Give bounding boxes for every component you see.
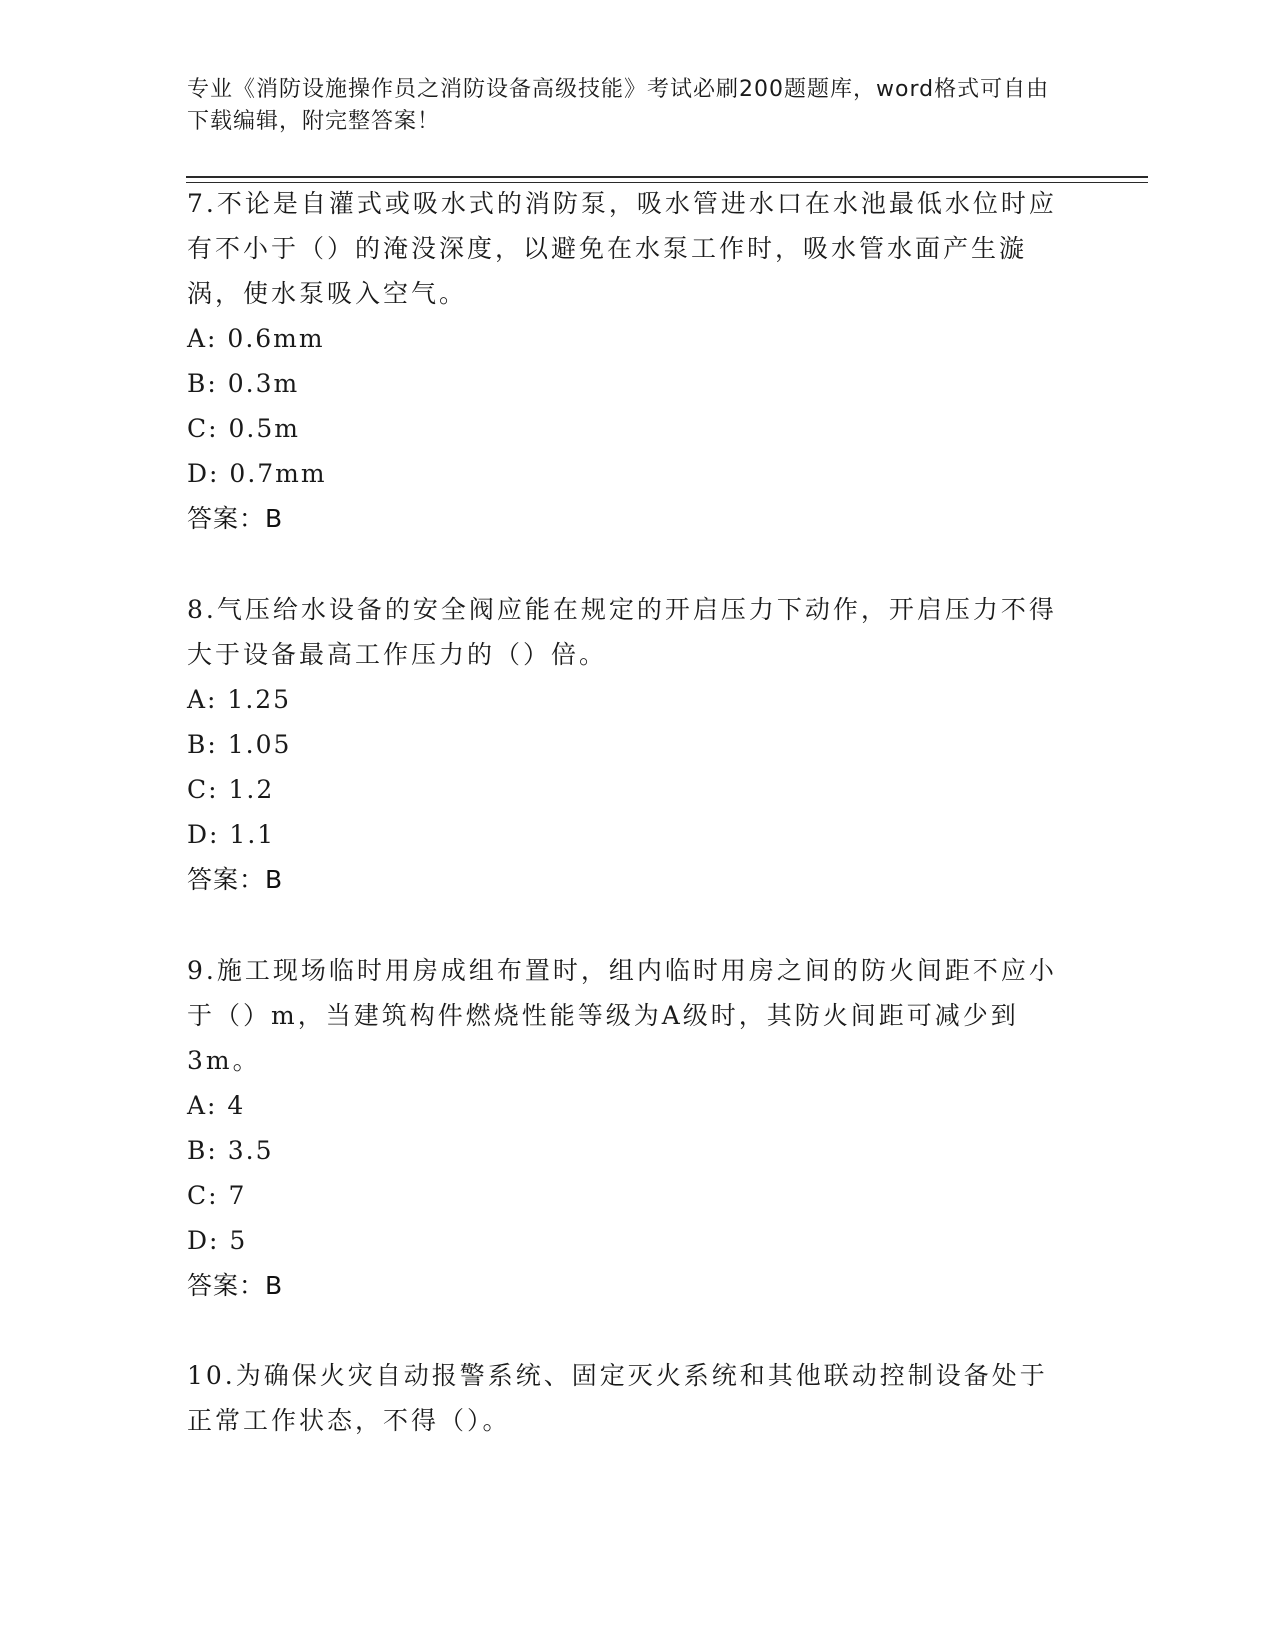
option-b: B: 3.5 xyxy=(187,1136,274,1165)
option-a: A: 4 xyxy=(187,1091,246,1120)
option-d: D: 5 xyxy=(187,1226,248,1255)
header-divider xyxy=(186,176,1148,178)
question-8 xyxy=(187,587,1067,902)
question-10 xyxy=(187,1353,1067,1443)
document-header: 专业《消防设施操作员之消防设备高级技能》考试必刷200题题库，word格式可自由下载编辑，附完整答案！ xyxy=(187,77,1050,134)
option-a: A: 0.6mm xyxy=(187,324,325,353)
question-stem: 7.不论是自灌式或吸水式的消防泵，吸水管进水口在水池最低水位时应有不小于（）的淹没深度，以避免在水泵工作时，吸水管水面产生漩涡，使水泵吸入空气。 xyxy=(187,189,1057,308)
option-d: D: 1.1 xyxy=(187,820,276,849)
answer: 答案：B xyxy=(187,1271,284,1300)
answer: 答案：B xyxy=(187,865,284,894)
option-b: B: 1.05 xyxy=(187,730,292,759)
answer: 答案：B xyxy=(187,504,284,533)
question-7 xyxy=(187,181,1067,541)
option-d: D: 0.7mm xyxy=(187,459,327,488)
question-stem: 10.为确保火灾自动报警系统、固定灭火系统和其他联动控制设备处于正常工作状态，不得（）。 xyxy=(187,1361,1048,1435)
question-stem: 9.施工现场临时用房成组布置时，组内临时用房之间的防火间距不应小于（）m，当建筑构件燃烧性能等级为A级时，其防火间距可减少到3m。 xyxy=(187,956,1057,1075)
option-c: C: 7 xyxy=(187,1181,247,1210)
option-c: C: 0.5m xyxy=(187,414,300,443)
option-c: C: 1.2 xyxy=(187,775,275,804)
option-a: A: 1.25 xyxy=(187,685,292,714)
question-9 xyxy=(187,948,1067,1308)
option-b: B: 0.3m xyxy=(187,369,300,398)
question-stem: 8.气压给水设备的安全阀应能在规定的开启压力下动作，开启压力不得大于设备最高工作压力的（）倍。 xyxy=(187,595,1057,669)
